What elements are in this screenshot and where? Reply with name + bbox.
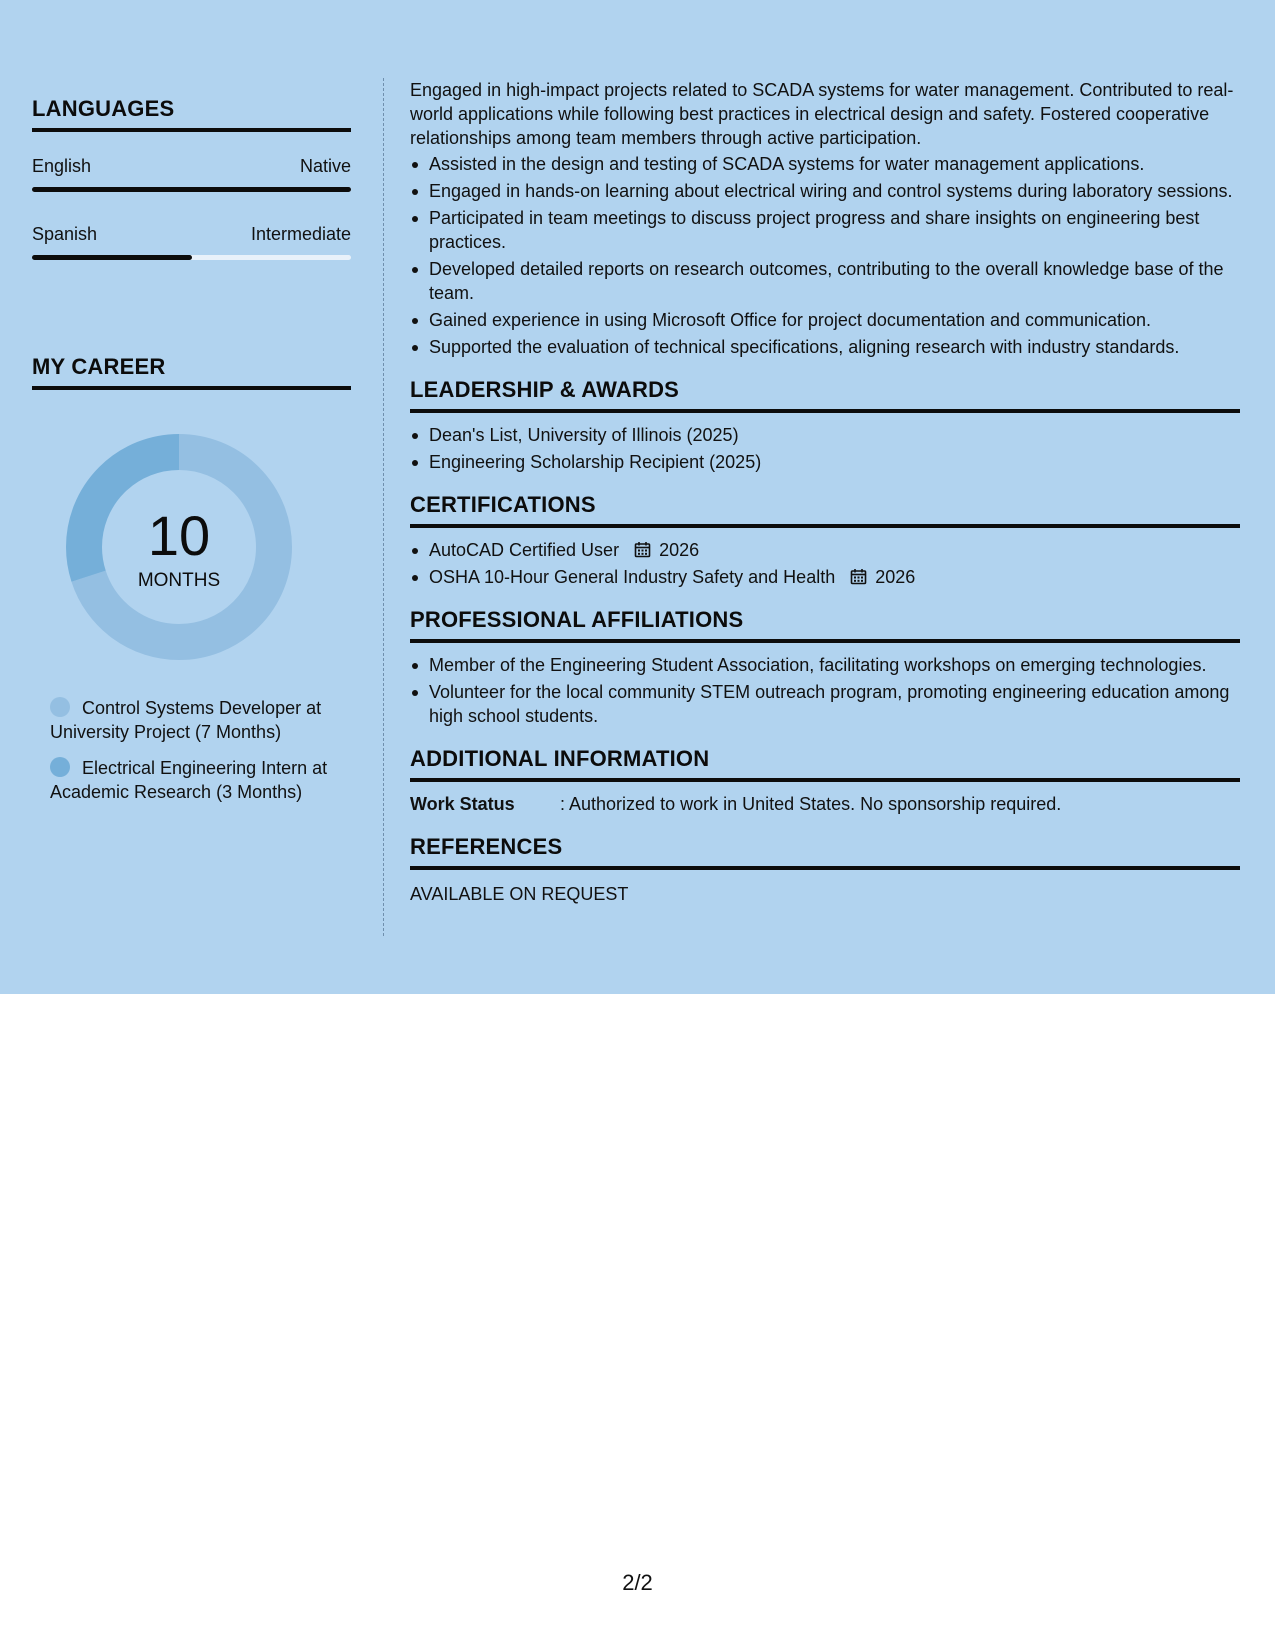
calendar-icon: [634, 541, 651, 558]
column-divider: [383, 78, 384, 936]
language-item-english: [32, 156, 351, 192]
list-item: [410, 565, 1240, 589]
affiliations-list: [410, 653, 1240, 728]
list-item: Gained experience in using Microsoft Office for project documentation and communication.: [410, 308, 1240, 332]
page-number: 2/2: [622, 1570, 653, 1595]
certifications-heading: CERTIFICATIONS: [410, 492, 1240, 528]
work-status-row: [410, 792, 1240, 816]
list-item: Member of the Engineering Student Association, facilitating workshops on emerging technologies.: [410, 653, 1240, 677]
career-donut-chart: [66, 434, 292, 660]
list-item: [410, 538, 1240, 562]
career-legend: [50, 696, 330, 804]
list-item: Supported the evaluation of technical specifications, aligning research with industry standards.: [410, 335, 1240, 359]
list-item: Assisted in the design and testing of SCADA systems for water management applications.: [410, 152, 1240, 176]
legend-item: [50, 756, 330, 804]
certification-year: 2026: [659, 540, 700, 560]
list-item: Engaged in hands-on learning about electrical wiring and control systems during laboratory sessions.: [410, 179, 1240, 203]
language-bar-track: [32, 187, 351, 192]
legend-label: Control Systems Developer at University Project (7 Months): [50, 698, 322, 742]
experience-summary: Engaged in high-impact projects related to SCADA systems for water management. Contributed to real-world applications while following best practices in electrical design and safety. Fostered cooperative relationships among team members through active participation.: [410, 80, 1234, 148]
legend-dot-icon: [50, 697, 70, 717]
legend-label: Electrical Engineering Intern at Academic Research (3 Months): [50, 758, 328, 802]
references-heading: REFERENCES: [410, 834, 1240, 870]
language-name: English: [32, 156, 92, 176]
right-column: [410, 78, 1240, 906]
legend-item: [50, 696, 330, 744]
language-bar-fill: [32, 255, 192, 260]
certifications-list: [410, 538, 1240, 589]
languages-heading: LANGUAGES: [32, 78, 351, 132]
list-item: Developed detailed reports on research outcomes, contributing to the overall knowledge base of the team.: [410, 257, 1240, 305]
work-status-label: Work Status: [410, 794, 515, 814]
affiliations-heading: PROFESSIONAL AFFILIATIONS: [410, 607, 1240, 643]
language-bar-fill: [32, 187, 351, 192]
leadership-heading: LEADERSHIP & AWARDS: [410, 377, 1240, 413]
left-column: [32, 78, 351, 816]
list-item: Volunteer for the local community STEM outreach program, promoting engineering education among high school students.: [410, 680, 1240, 728]
list-item: Engineering Scholarship Recipient (2025): [410, 450, 1240, 474]
career-heading: MY CAREER: [32, 336, 351, 390]
references-text: AVAILABLE ON REQUEST: [410, 884, 629, 904]
career-total-value: 10: [147, 504, 211, 567]
certification-name: OSHA 10-Hour General Industry Safety and Health: [429, 567, 836, 587]
work-status-value: : Authorized to work in United States. No sponsorship required.: [560, 794, 1062, 814]
language-item-spanish: [32, 224, 351, 260]
list-item: Participated in team meetings to discuss project progress and share insights on engineering best practices.: [410, 206, 1240, 254]
career-total-unit: MONTHS: [137, 570, 221, 591]
language-level: Native: [299, 156, 351, 176]
additional-info-heading: ADDITIONAL INFORMATION: [410, 746, 1240, 782]
calendar-icon: [850, 568, 867, 585]
leadership-list: [410, 423, 1240, 474]
certification-name: AutoCAD Certified User: [429, 540, 620, 560]
language-name: Spanish: [32, 224, 98, 244]
certification-year: 2026: [875, 567, 916, 587]
experience-bullets: [410, 152, 1240, 359]
legend-dot-icon: [50, 757, 70, 777]
language-level: Intermediate: [250, 224, 351, 244]
list-item: Dean's List, University of Illinois (2025): [410, 423, 1240, 447]
language-bar-track: [32, 255, 351, 260]
